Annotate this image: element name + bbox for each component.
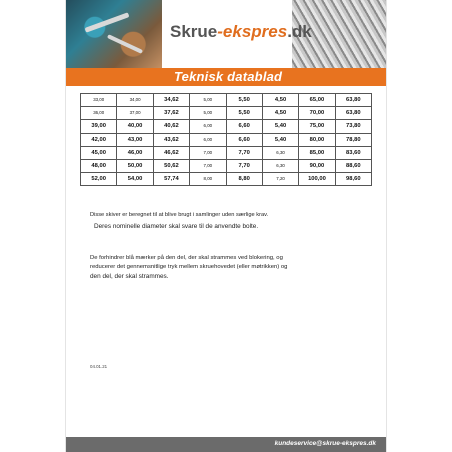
table-cell: 57,74 xyxy=(153,173,189,186)
table-cell: 78,80 xyxy=(335,133,371,146)
table-cell: 6,30 xyxy=(262,159,298,172)
table-cell: 6,60 xyxy=(226,120,262,133)
table-cell: 65,00 xyxy=(299,94,335,107)
header-banner xyxy=(66,0,386,68)
table-cell: 50,62 xyxy=(153,159,189,172)
table-cell: 5,40 xyxy=(262,120,298,133)
table-row xyxy=(81,120,372,133)
table-cell: 70,00 xyxy=(299,107,335,120)
table-cell: 43,62 xyxy=(153,133,189,146)
table-cell: 50,00 xyxy=(117,159,153,172)
table-cell: 75,00 xyxy=(299,120,335,133)
table-cell: 45,00 xyxy=(81,146,117,159)
table-cell: 7,20 xyxy=(262,173,298,186)
table-cell: 34,00 xyxy=(117,94,153,107)
table-cell: 8,80 xyxy=(226,173,262,186)
diameter-note: Deres nominelle diameter skal svare til de anvendte bolte. xyxy=(94,223,259,230)
table-cell: 7,00 xyxy=(190,146,226,159)
page-title: Teknisk datablad xyxy=(174,69,283,84)
table-cell: 63,80 xyxy=(335,107,371,120)
table-cell: 6,00 xyxy=(190,133,226,146)
table-cell: 90,00 xyxy=(299,159,335,172)
table-cell: 6,60 xyxy=(226,133,262,146)
table-row xyxy=(81,173,372,186)
table-cell: 5,50 xyxy=(226,94,262,107)
table-cell: 5,00 xyxy=(190,94,226,107)
table-cell: 100,00 xyxy=(299,173,335,186)
table-cell: 5,50 xyxy=(226,107,262,120)
table-cell: 36,00 xyxy=(81,107,117,120)
table-cell: 98,60 xyxy=(335,173,371,186)
spec-table xyxy=(80,93,372,186)
table-row xyxy=(81,133,372,146)
table-cell: 7,00 xyxy=(190,159,226,172)
function-text: De forhindrer blå mærker på den del, der skal strammes ved blokering, og reducerer det gennemsnitlige tryk mellem skruehovedet (eller møtrikken) og den del, der skal strammes. xyxy=(90,255,288,281)
table-cell: 4,50 xyxy=(262,94,298,107)
table-cell: 40,62 xyxy=(153,120,189,133)
table-cell: 80,00 xyxy=(299,133,335,146)
tools-photo xyxy=(66,0,162,68)
table-cell: 39,00 xyxy=(81,120,117,133)
description-text: Disse skiver er beregnet til at blive brugt i samlinger uden særlige krav. xyxy=(90,212,269,218)
table-cell: 83,60 xyxy=(335,146,371,159)
table-cell: 4,50 xyxy=(262,107,298,120)
footer-email: kundeservice@skrue-ekspres.dk xyxy=(274,440,376,447)
table-cell: 37,62 xyxy=(153,107,189,120)
table-cell: 52,00 xyxy=(81,173,117,186)
table-cell: 73,80 xyxy=(335,120,371,133)
table-cell: 46,62 xyxy=(153,146,189,159)
table-cell: 37,00 xyxy=(117,107,153,120)
table-cell: 88,60 xyxy=(335,159,371,172)
table-row xyxy=(81,146,372,159)
table-cell: 46,00 xyxy=(117,146,153,159)
title-bar xyxy=(66,68,386,86)
table-cell: 42,00 xyxy=(81,133,117,146)
table-cell: 54,00 xyxy=(117,173,153,186)
table-cell: 5,40 xyxy=(262,133,298,146)
table-cell: 43,00 xyxy=(117,133,153,146)
table-cell: 5,00 xyxy=(190,107,226,120)
brand-logo: Skrue-ekspres.dk xyxy=(170,22,312,41)
table-cell: 6,00 xyxy=(190,120,226,133)
table-cell: 48,00 xyxy=(81,159,117,172)
table-cell: 33,00 xyxy=(81,94,117,107)
table-cell: 40,00 xyxy=(117,120,153,133)
table-row xyxy=(81,159,372,172)
table-cell: 34,62 xyxy=(153,94,189,107)
revision-date: 04.01.21 xyxy=(90,364,108,369)
footer-bar xyxy=(66,437,386,452)
table-cell: 7,70 xyxy=(226,159,262,172)
table-cell: 6,30 xyxy=(262,146,298,159)
table-cell: 63,80 xyxy=(335,94,371,107)
datasheet-page xyxy=(66,0,386,452)
table-cell: 8,00 xyxy=(190,173,226,186)
table-cell: 85,00 xyxy=(299,146,335,159)
table-row xyxy=(81,107,372,120)
table-cell: 7,70 xyxy=(226,146,262,159)
table-row xyxy=(81,94,372,107)
